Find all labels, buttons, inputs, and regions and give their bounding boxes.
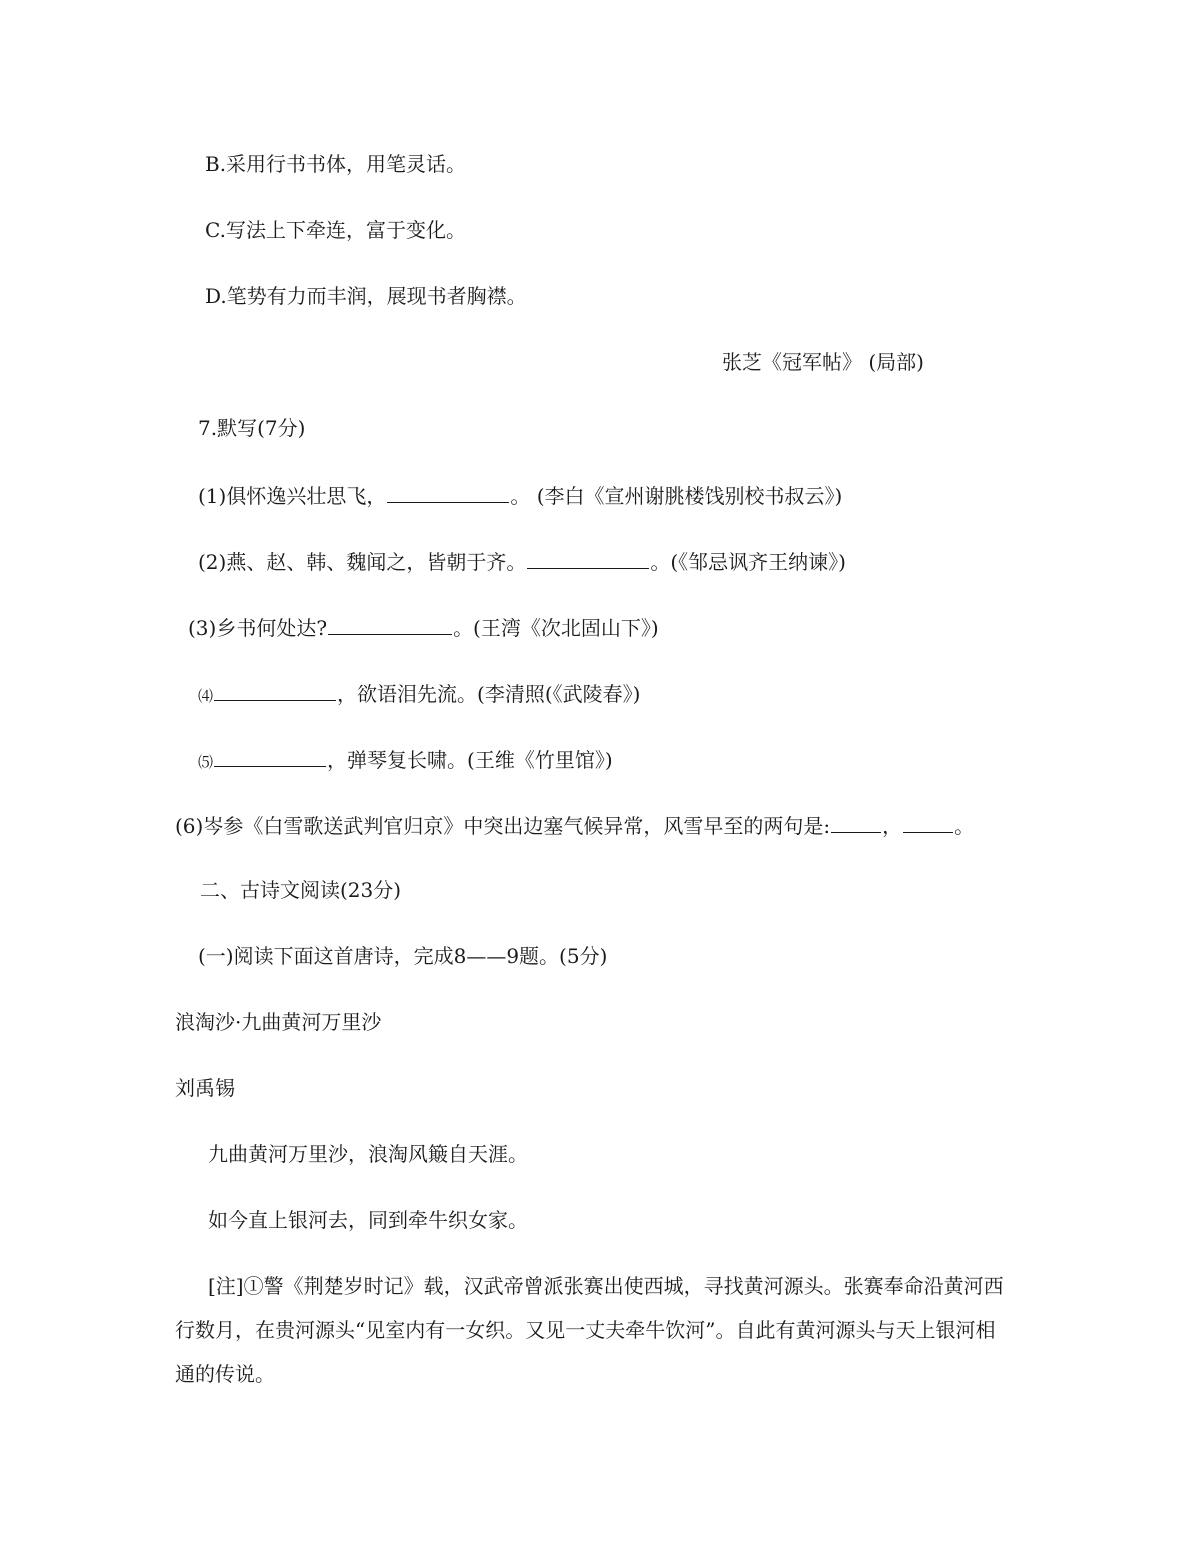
item-1-suffix: 。 (李白《宣州谢朓楼饯别校书叔云》): [510, 484, 843, 508]
answer-blank-1[interactable]: [387, 482, 509, 503]
item-6-suffix: 。: [954, 814, 975, 838]
answer-blank-5[interactable]: [214, 746, 326, 767]
item-2-prefix: (2)燕、赵、韩、魏闻之，皆朝于齐。: [198, 550, 527, 574]
answer-blank-4[interactable]: [214, 680, 336, 701]
question-7-item-1: [198, 482, 842, 508]
item-3-prefix: (3)乡书何处达?: [188, 616, 328, 640]
question-7-item-6: [175, 812, 974, 838]
poem-title: 浪淘沙·九曲黄河万里沙: [175, 1010, 382, 1034]
item-5-suffix: ，弹琴复长啸。(王维《竹里馆》): [327, 748, 613, 772]
question-7-item-4: [198, 680, 640, 708]
answer-blank-6a[interactable]: [831, 812, 881, 833]
answer-blank-6b[interactable]: [903, 812, 953, 833]
item-1-prefix: (1)俱怀逸兴壮思飞，: [198, 484, 387, 508]
note-line-3: 通的传说。: [175, 1362, 275, 1386]
section-2-subsection-1: (一)阅读下面这首唐诗，完成8——9题。(5分): [198, 944, 608, 968]
item-5-number: ⑸: [198, 753, 214, 771]
poem-line-1: 九曲黄河万里沙，浪淘风簸自天涯。: [208, 1142, 528, 1166]
item-6-prefix: (6)岑参《白雪歌送武判官归京》中突出边塞气候异常，风雪早至的两句是:: [175, 814, 831, 838]
item-6-separator: ，: [882, 814, 903, 838]
question-7-item-3: [188, 614, 659, 640]
item-4-suffix: ，欲语泪先流。(李清照(《武陵春》): [337, 682, 641, 706]
note-line-1: [注]①警《荆楚岁时记》载，汉武帝曾派张赛出使西城，寻找黄河源头。张赛奉命沿黄河西: [208, 1274, 1004, 1298]
option-c: C.写法上下牵连，富于变化。: [205, 218, 466, 242]
question-7-item-2: [198, 548, 846, 574]
item-3-suffix: 。(王湾《次北固山下》): [453, 616, 659, 640]
question-7-title: 7.默写(7分): [198, 416, 306, 440]
image-caption: 张芝《冠军帖》 (局部): [722, 350, 924, 374]
option-b: B.采用行书书体，用笔灵话。: [205, 152, 467, 176]
item-2-suffix: 。(《邹忌讽齐王纳谏》): [650, 550, 846, 574]
item-4-number: ⑷: [198, 687, 214, 705]
poem-line-2: 如今直上银河去，同到牵牛织女家。: [208, 1208, 528, 1232]
answer-blank-2[interactable]: [527, 548, 649, 569]
answer-blank-3[interactable]: [328, 614, 452, 635]
section-2-title: 二、古诗文阅读(23分): [200, 878, 402, 902]
question-7-item-5: [198, 746, 613, 774]
poem-author: 刘禹锡: [175, 1076, 235, 1100]
note-line-2: 行数月，在贵河源头“见室内有一女织。又见一丈夫牵牛饮河”。自此有黄河源头与天上银河相: [175, 1318, 996, 1342]
option-d: D.笔势有力而丰润，展现书者胸襟。: [205, 284, 527, 308]
